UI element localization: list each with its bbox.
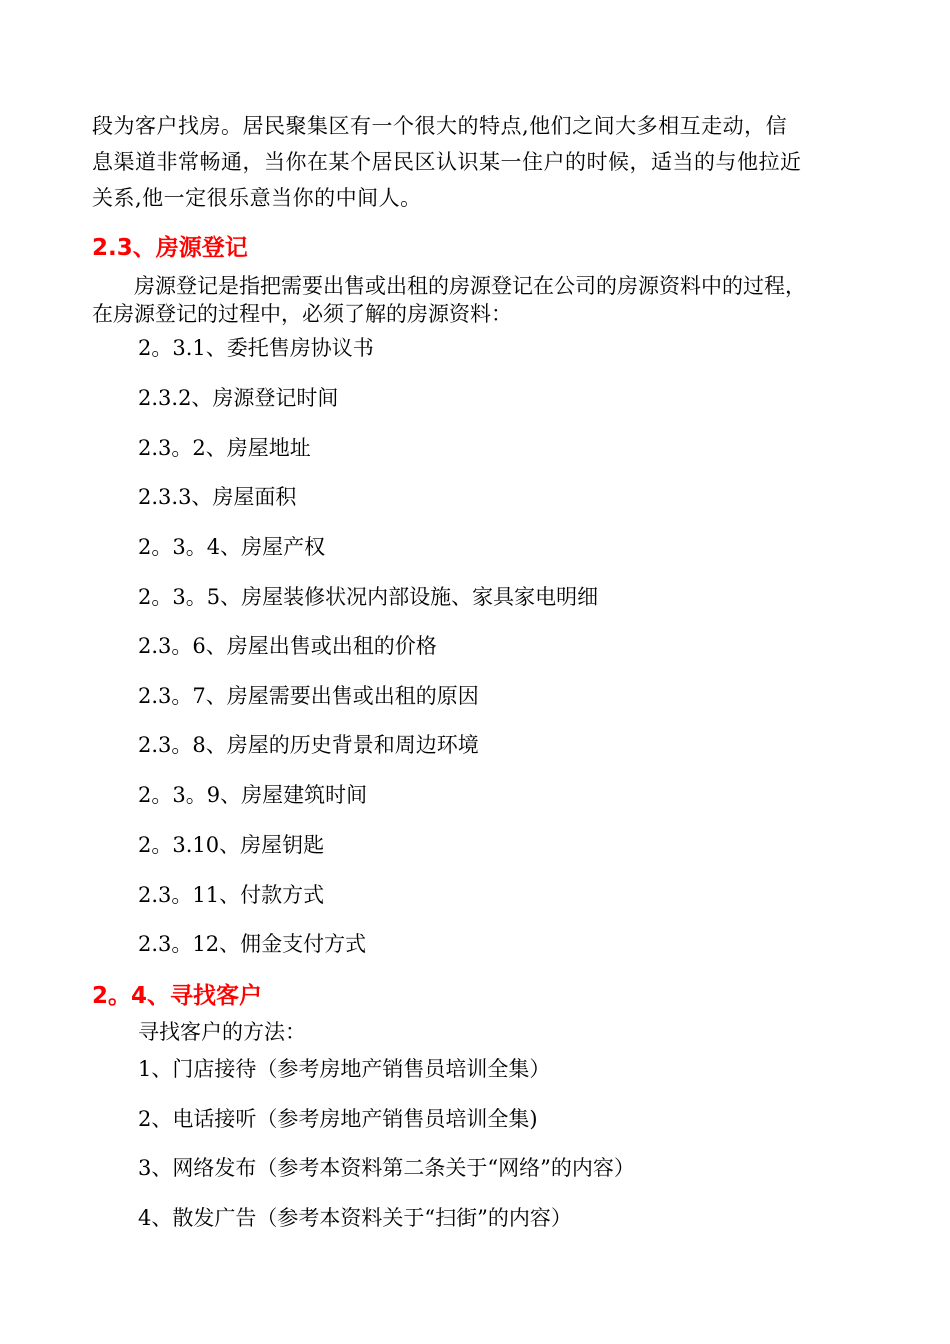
intro-line: 段为客户找房。居民聚集区有一个很大的特点,他们之间大多相互走动，信	[92, 114, 788, 138]
list-item: 2。3。9、房屋建筑时间	[138, 783, 368, 807]
list-item: 2.3。2、房屋地址	[138, 436, 311, 460]
section-heading-2-4: 2。4、寻找客户	[92, 983, 263, 1009]
list-item: 2。3。4、房屋产权	[138, 535, 326, 559]
intro-line: 关系,他一定很乐意当你的中间人。	[92, 186, 422, 210]
list-item: 2。3.1、委托售房协议书	[138, 336, 374, 360]
list-item: 2.3。6、房屋出售或出租的价格	[138, 634, 437, 658]
list-item: 1、门店接待（参考房地产销售员培训全集）	[138, 1057, 551, 1081]
list-item: 2.3。7、房屋需要出售或出租的原因	[138, 684, 479, 708]
list-item: 2。3。5、房屋装修状况内部设施、家具家电明细	[138, 585, 599, 609]
section-2-3-intro	[92, 272, 872, 328]
section-heading-2-3: 2.3、房源登记	[92, 235, 248, 261]
list-item: 2。3.10、房屋钥匙	[138, 833, 325, 857]
section-2-3-intro-line: 在房源登记的过程中，必须了解的房源资料：	[92, 302, 512, 326]
intro-line: 息渠道非常畅通，当你在某个居民区认识某一住户的时候，适当的与他拉近	[92, 150, 802, 174]
intro-paragraph	[92, 108, 867, 216]
list-item: 2.3.3、房屋面积	[138, 485, 297, 509]
list-item: 2.3.2、房源登记时间	[138, 386, 339, 410]
list-item: 4、散发广告（参考本资料关于“扫街”的内容）	[138, 1206, 572, 1230]
list-item: 2.3。8、房屋的历史背景和周边环境	[138, 733, 479, 757]
list-item: 3、网络发布（参考本资料第二条关于“网络”的内容）	[138, 1156, 635, 1180]
section-2-4-intro: 寻找客户的方法：	[138, 1020, 306, 1044]
list-item: 2.3。12、佣金支付方式	[138, 932, 367, 956]
list-item: 2.3。11、付款方式	[138, 883, 325, 907]
list-item: 2、电话接听（参考房地产销售员培训全集)	[138, 1107, 538, 1131]
section-2-3-intro-line: 房源登记是指把需要出售或出租的房源登记在公司的房源资料中的过程，	[92, 274, 806, 298]
